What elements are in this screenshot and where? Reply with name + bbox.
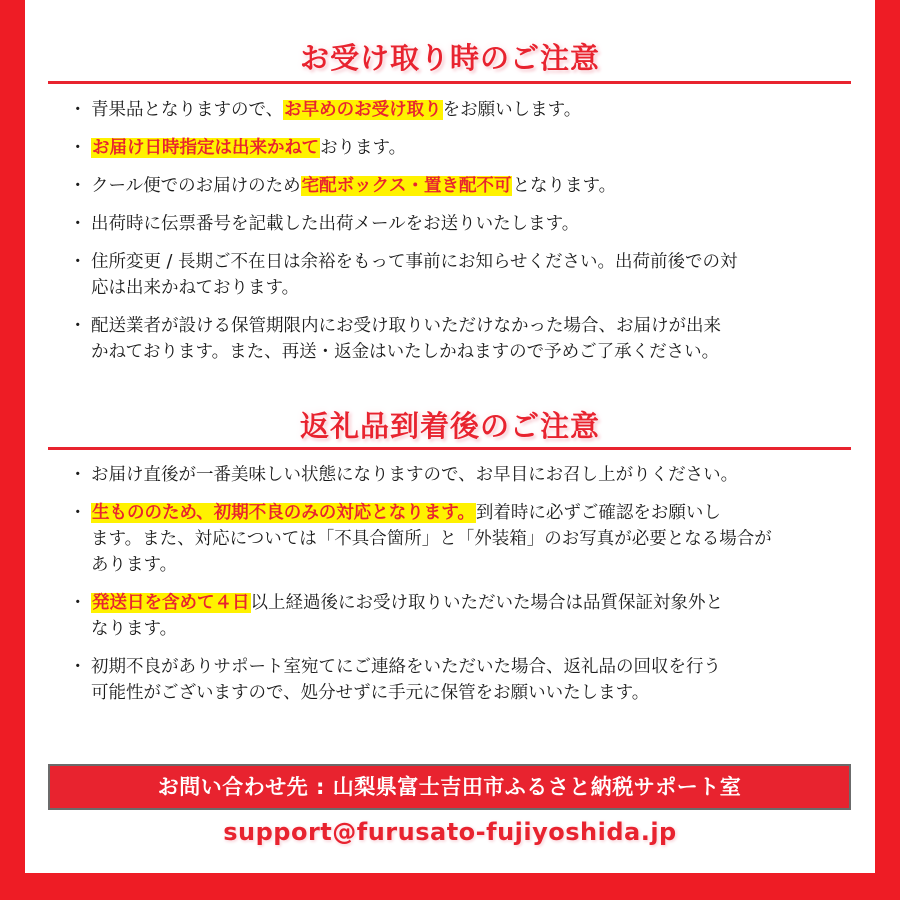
item-text: 住所変更 / 長期ご不在日は余裕をもって事前にお知らせください。出荷前後での対	[91, 252, 738, 272]
bullet-mark: ・	[69, 176, 87, 196]
section-title-receipt: お受け取り時のご注意	[299, 41, 600, 75]
list-item	[53, 135, 853, 161]
bullet-mark: ・	[69, 465, 87, 485]
list-item	[53, 97, 853, 123]
item-text: 青果品となりますので、	[91, 100, 284, 120]
list-item	[53, 211, 853, 237]
bullet-mark: ・	[69, 100, 87, 120]
section-title-after-arrival: 返礼品到着後のご注意	[299, 409, 600, 443]
highlighted-text: 宅配ボックス・置き配不可	[301, 176, 512, 196]
bullet-mark: ・	[69, 214, 87, 234]
item-text: クール便でのお届けのため	[91, 176, 301, 196]
bullet-mark: ・	[69, 316, 87, 336]
item-text: あります。	[91, 555, 178, 575]
receipt-notice-list	[53, 97, 853, 377]
notice-panel	[25, 0, 875, 873]
list-item	[53, 654, 853, 706]
item-text: 以上経過後にお受け取りいただいた場合は品質保証対象外と	[250, 593, 723, 613]
list-item	[53, 590, 853, 642]
item-text: ます。また、対応については「不具合箇所」と「外装箱」のお写真が必要となる場合が	[91, 529, 772, 549]
contact-banner: お問い合わせ先 : 山梨県富士吉田市ふるさと納税サポート室	[48, 764, 851, 810]
contact-email: support@furusato-fujiyoshida.jp	[223, 818, 677, 846]
bullet-mark: ・	[69, 503, 87, 523]
bullet-mark: ・	[69, 593, 87, 613]
item-text: 初期不良がありサポート室宛てにご連絡をいただいた場合、返礼品の回収を行う	[91, 657, 721, 677]
section-divider	[48, 447, 851, 450]
item-text: となります。	[512, 176, 617, 196]
list-item	[53, 313, 853, 365]
item-text: 到着時に必ずご確認をお願いし	[475, 503, 721, 523]
bullet-mark: ・	[69, 138, 87, 158]
item-text: お届け直後が一番美味しい状態になりますので、お早目にお召し上がりください。	[91, 465, 739, 485]
list-item	[53, 500, 853, 578]
item-text: おります。	[320, 138, 407, 158]
item-text: 応は出来かねております。	[91, 278, 300, 298]
highlighted-text: お早めのお受け取り	[284, 100, 442, 120]
list-item	[53, 249, 853, 301]
bullet-mark: ・	[69, 252, 87, 272]
highlighted-text: 発送日を含めて４日	[92, 593, 250, 613]
item-text: 可能性がございますので、処分せずに手元に保管をお願いいたします。	[91, 683, 650, 703]
bullet-mark: ・	[69, 657, 87, 677]
section-divider	[48, 81, 851, 84]
highlighted-text: 生もののため、初期不良のみの対応となります。	[92, 503, 475, 523]
list-item	[53, 462, 853, 488]
item-text: 出荷時に伝票番号を記載した出荷メールをお送りいたします。	[91, 214, 580, 234]
list-item	[53, 173, 853, 199]
item-text: 配送業者が設ける保管期限内にお受け取りいただけなかった場合、お届けが出来	[91, 316, 721, 336]
item-text: なります。	[91, 619, 178, 639]
highlighted-text: お届け日時指定は出来かねて	[92, 138, 320, 158]
item-text: をお願いします。	[442, 100, 582, 120]
item-text: かねております。また、再送・返金はいたしかねますので予めご了承ください。	[91, 342, 720, 362]
after-arrival-notice-list	[53, 462, 853, 718]
